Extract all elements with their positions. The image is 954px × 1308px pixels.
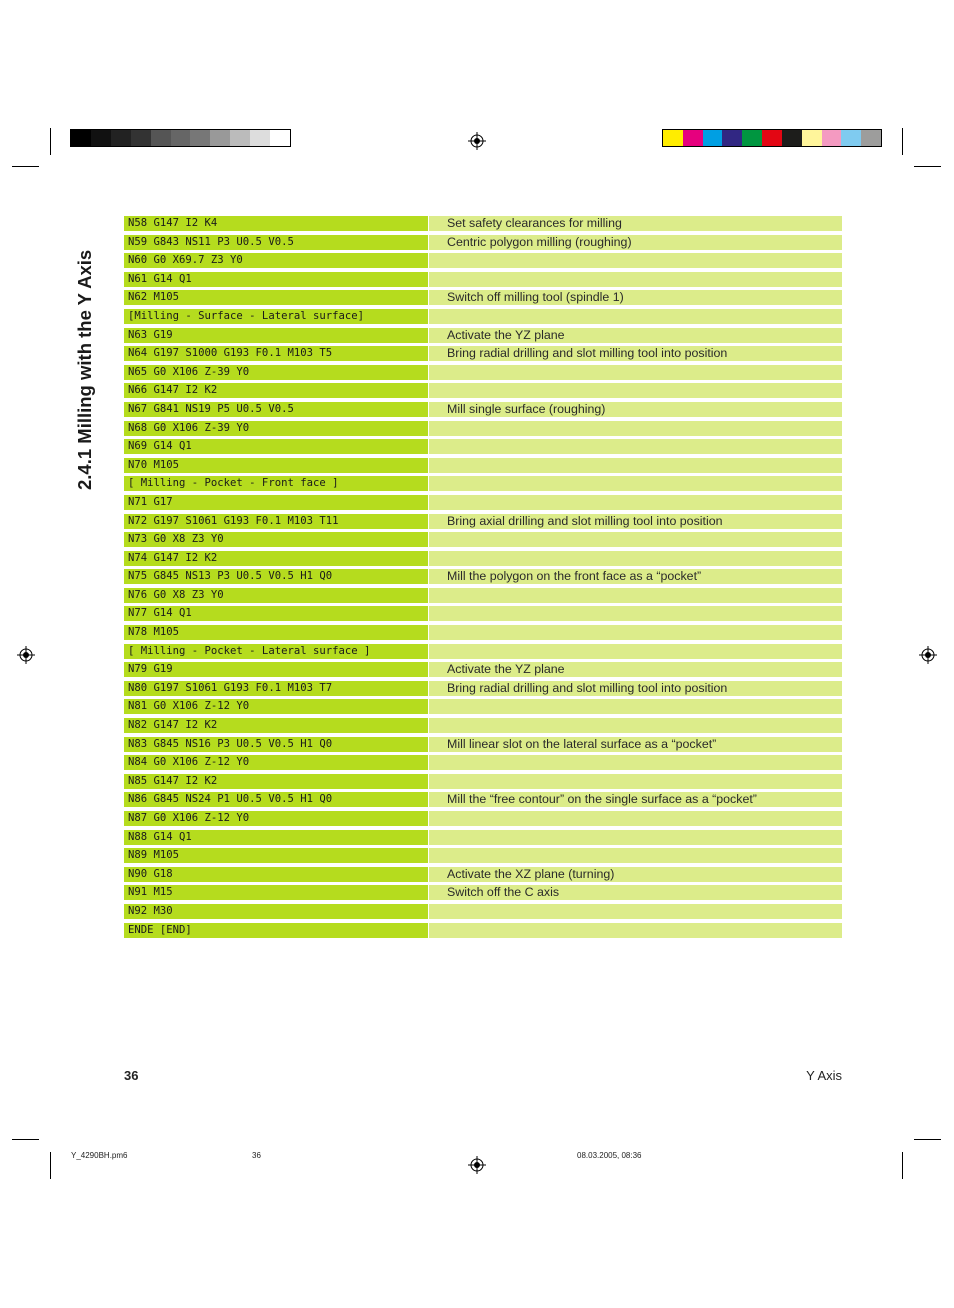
nc-block-code: N78 M105 — [124, 625, 428, 640]
nc-block-code: N75 G845 NS13 P3 U0.5 V0.5 H1 Q0 — [124, 569, 428, 584]
nc-block-description — [429, 532, 842, 547]
slug-page: 36 — [252, 1151, 261, 1160]
nc-block-description — [429, 606, 842, 621]
table-row — [124, 290, 842, 305]
table-row — [124, 383, 842, 398]
nc-block-code: [ Milling - Pocket - Lateral surface ] — [124, 644, 428, 659]
grayscale-swatch — [71, 130, 91, 146]
crop-mark — [914, 1139, 941, 1140]
nc-block-code: N71 G17 — [124, 495, 428, 510]
color-swatch — [722, 130, 742, 146]
nc-block-description — [429, 309, 842, 324]
nc-block-description: Bring radial drilling and slot milling tool into position — [429, 346, 842, 361]
grayscale-bar — [70, 129, 291, 147]
nc-block-description: Bring radial drilling and slot milling tool into position — [429, 681, 842, 696]
nc-block-code: N80 G197 S1061 G193 F0.1 M103 T7 — [124, 681, 428, 696]
slug-date: 08.03.2005, 08:36 — [577, 1151, 642, 1160]
table-row — [124, 458, 842, 473]
table-row — [124, 681, 842, 696]
table-row — [124, 235, 842, 250]
table-row — [124, 532, 842, 547]
nc-block-code: N72 G197 S1061 G193 F0.1 M103 T11 — [124, 514, 428, 529]
nc-block-code: N59 G843 NS11 P3 U0.5 V0.5 — [124, 235, 428, 250]
nc-block-code: N64 G197 S1000 G193 F0.1 M103 T5 — [124, 346, 428, 361]
table-row — [124, 365, 842, 380]
nc-block-code: [ Milling - Pocket - Front face ] — [124, 476, 428, 491]
nc-block-description — [429, 774, 842, 789]
crop-mark — [12, 166, 39, 167]
nc-block-code: N79 G19 — [124, 662, 428, 677]
table-row — [124, 514, 842, 529]
nc-block-description — [429, 551, 842, 566]
nc-block-description: Switch off milling tool (spindle 1) — [429, 290, 842, 305]
table-row — [124, 774, 842, 789]
table-row — [124, 402, 842, 417]
registration-mark-icon — [468, 132, 486, 150]
nc-block-code: N74 G147 I2 K2 — [124, 551, 428, 566]
nc-block-description — [429, 923, 842, 938]
table-row — [124, 904, 842, 919]
nc-block-description: Mill single surface (roughing) — [429, 402, 842, 417]
nc-block-code: N83 G845 NS16 P3 U0.5 V0.5 H1 Q0 — [124, 737, 428, 752]
grayscale-swatch — [111, 130, 131, 146]
nc-block-code: N76 G0 X8 Z3 Y0 — [124, 588, 428, 603]
nc-block-description — [429, 718, 842, 733]
nc-block-description — [429, 439, 842, 454]
grayscale-swatch — [171, 130, 191, 146]
table-row — [124, 737, 842, 752]
table-row — [124, 551, 842, 566]
grayscale-swatch — [210, 130, 230, 146]
table-row — [124, 272, 842, 287]
color-bar — [662, 129, 882, 147]
nc-block-description — [429, 644, 842, 659]
nc-block-code: N65 G0 X106 Z-39 Y0 — [124, 365, 428, 380]
nc-block-code: N87 G0 X106 Z-12 Y0 — [124, 811, 428, 826]
table-row — [124, 495, 842, 510]
table-row — [124, 569, 842, 584]
nc-block-code: [Milling - Surface - Lateral surface] — [124, 309, 428, 324]
grayscale-swatch — [151, 130, 171, 146]
nc-block-description — [429, 848, 842, 863]
nc-block-description — [429, 904, 842, 919]
grayscale-swatch — [91, 130, 111, 146]
color-swatch — [703, 130, 723, 146]
color-swatch — [822, 130, 842, 146]
nc-block-code: N82 G147 I2 K2 — [124, 718, 428, 733]
table-row — [124, 792, 842, 807]
table-row — [124, 216, 842, 231]
color-swatch — [782, 130, 802, 146]
grayscale-swatch — [190, 130, 210, 146]
nc-block-code: N68 G0 X106 Z-39 Y0 — [124, 421, 428, 436]
table-row — [124, 253, 842, 268]
nc-block-description — [429, 421, 842, 436]
nc-block-description — [429, 755, 842, 770]
table-row — [124, 811, 842, 826]
nc-block-code: N91 M15 — [124, 885, 428, 900]
registration-mark-icon — [919, 646, 937, 664]
grayscale-swatch — [230, 130, 250, 146]
nc-block-code: N81 G0 X106 Z-12 Y0 — [124, 699, 428, 714]
nc-block-description — [429, 365, 842, 380]
table-row — [124, 755, 842, 770]
nc-block-description: Switch off the C axis — [429, 885, 842, 900]
color-swatch — [762, 130, 782, 146]
nc-block-code: N63 G19 — [124, 328, 428, 343]
nc-block-code: N89 M105 — [124, 848, 428, 863]
table-row — [124, 885, 842, 900]
registration-mark-icon — [17, 646, 35, 664]
nc-block-description — [429, 811, 842, 826]
table-row — [124, 346, 842, 361]
crop-mark — [50, 1152, 51, 1179]
nc-block-description — [429, 476, 842, 491]
nc-block-description: Mill the “free contour” on the single surface as a “pocket” — [429, 792, 842, 807]
nc-block-description — [429, 458, 842, 473]
color-swatch — [683, 130, 703, 146]
registration-mark-icon — [468, 1156, 486, 1174]
nc-block-code: N85 G147 I2 K2 — [124, 774, 428, 789]
nc-block-description — [429, 253, 842, 268]
nc-block-description: Set safety clearances for milling — [429, 216, 842, 231]
table-row — [124, 867, 842, 882]
table-row — [124, 662, 842, 677]
nc-block-description: Bring axial drilling and slot milling tool into position — [429, 514, 842, 529]
nc-block-description — [429, 272, 842, 287]
nc-block-code: N86 G845 NS24 P1 U0.5 V0.5 H1 Q0 — [124, 792, 428, 807]
nc-block-description — [429, 830, 842, 845]
nc-block-code: N70 M105 — [124, 458, 428, 473]
crop-mark — [50, 128, 51, 155]
nc-block-description — [429, 625, 842, 640]
table-row — [124, 476, 842, 491]
crop-mark — [902, 128, 903, 155]
nc-block-code: N60 G0 X69.7 Z3 Y0 — [124, 253, 428, 268]
table-row — [124, 718, 842, 733]
running-footer-section: Y Axis — [806, 1068, 842, 1083]
nc-block-description: Centric polygon milling (roughing) — [429, 235, 842, 250]
nc-block-code: N61 G14 Q1 — [124, 272, 428, 287]
nc-block-code: N67 G841 NS19 P5 U0.5 V0.5 — [124, 402, 428, 417]
nc-block-code: ENDE [END] — [124, 923, 428, 938]
table-row — [124, 923, 842, 938]
nc-block-description: Mill the polygon on the front face as a “pocket” — [429, 569, 842, 584]
nc-block-code: N88 G14 Q1 — [124, 830, 428, 845]
crop-mark — [914, 166, 941, 167]
program-table — [124, 216, 842, 941]
table-row — [124, 848, 842, 863]
nc-block-description — [429, 495, 842, 510]
grayscale-swatch — [250, 130, 270, 146]
nc-block-code: N84 G0 X106 Z-12 Y0 — [124, 755, 428, 770]
table-row — [124, 328, 842, 343]
table-row — [124, 439, 842, 454]
crop-mark — [902, 1152, 903, 1179]
nc-block-code: N92 M30 — [124, 904, 428, 919]
color-swatch — [802, 130, 822, 146]
crop-mark — [12, 1139, 39, 1140]
nc-block-description — [429, 588, 842, 603]
table-row — [124, 309, 842, 324]
slug-filename: Y_4290BH.pm6 — [71, 1151, 128, 1160]
table-row — [124, 588, 842, 603]
color-swatch — [663, 130, 683, 146]
nc-block-code: N73 G0 X8 Z3 Y0 — [124, 532, 428, 547]
table-row — [124, 421, 842, 436]
nc-block-code: N58 G147 I2 K4 — [124, 216, 428, 231]
nc-block-code: N62 M105 — [124, 290, 428, 305]
nc-block-code: N77 G14 Q1 — [124, 606, 428, 621]
table-row — [124, 644, 842, 659]
page-number: 36 — [124, 1068, 139, 1083]
nc-block-description: Activate the YZ plane — [429, 662, 842, 677]
nc-block-description: Activate the XZ plane (turning) — [429, 867, 842, 882]
grayscale-swatch — [270, 130, 290, 146]
table-row — [124, 830, 842, 845]
grayscale-swatch — [131, 130, 151, 146]
nc-block-description: Activate the YZ plane — [429, 328, 842, 343]
table-row — [124, 699, 842, 714]
table-row — [124, 625, 842, 640]
nc-block-code: N90 G18 — [124, 867, 428, 882]
nc-block-description: Mill linear slot on the lateral surface as a “pocket” — [429, 737, 842, 752]
color-swatch — [841, 130, 861, 146]
table-row — [124, 606, 842, 621]
nc-block-description — [429, 383, 842, 398]
color-swatch — [742, 130, 762, 146]
nc-block-code: N66 G147 I2 K2 — [124, 383, 428, 398]
color-swatch — [861, 130, 881, 146]
section-title: 2.4.1 Milling with the Y Axis — [74, 249, 95, 490]
nc-block-description — [429, 699, 842, 714]
nc-block-code: N69 G14 Q1 — [124, 439, 428, 454]
